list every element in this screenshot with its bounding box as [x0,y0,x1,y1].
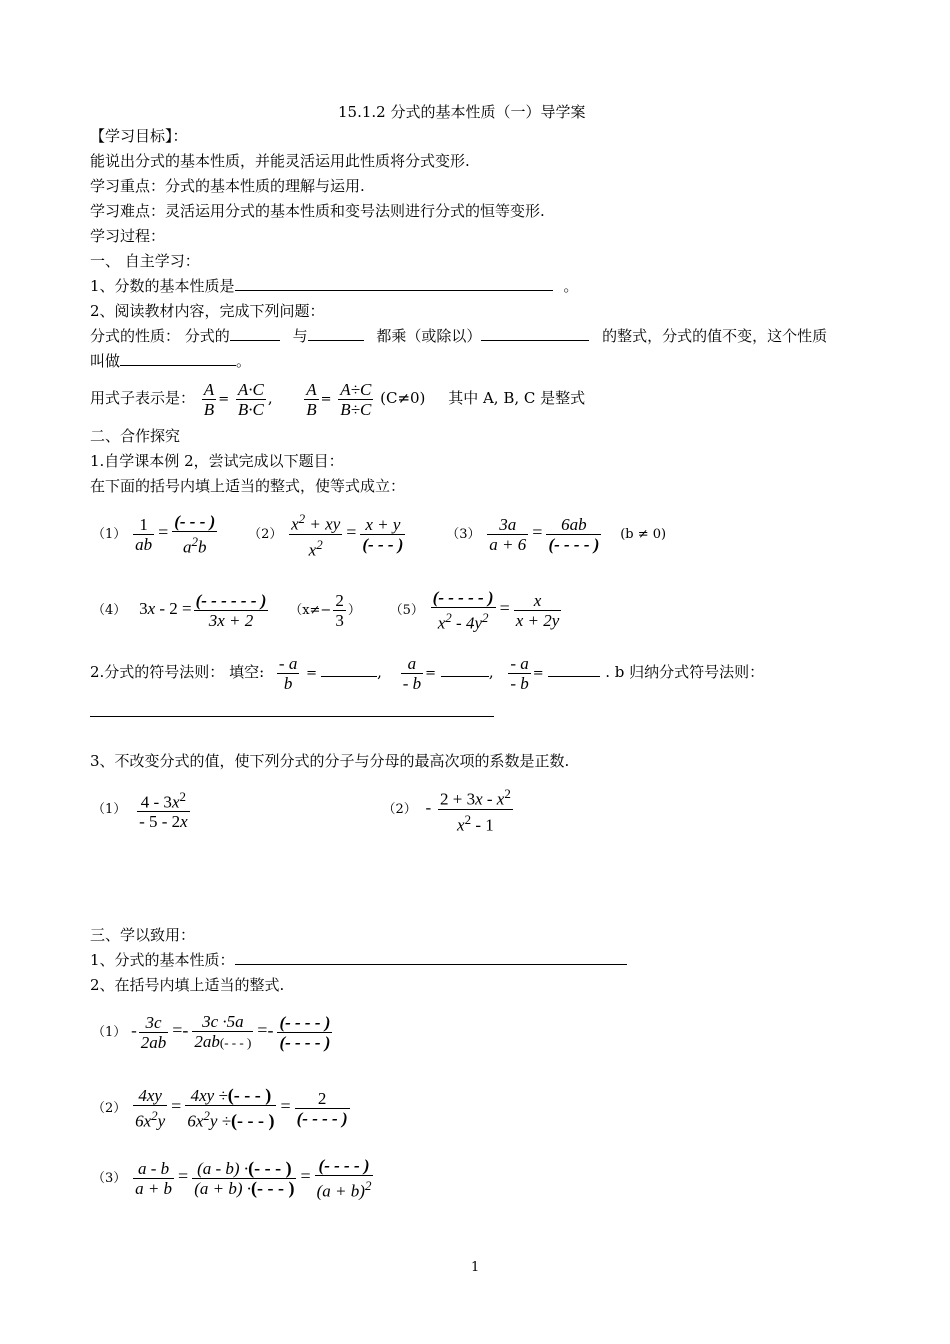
key-point: 学习重点：分式的基本性质的理解与运用. [90,177,365,195]
coop-1: 1.自学课本例 2，尝试完成以下题目： [90,452,344,470]
answer-blank[interactable]: (- - - ) [174,511,216,531]
section3-heading: 三、学以致用： [90,926,196,944]
answer-blank[interactable]: (- - - - - ) [432,587,494,607]
difficulty: 学习难点：灵活运用分式的基本性质和变号法则进行分式的恒等变形. [90,202,545,220]
answer-blank[interactable] [235,276,553,291]
answer-blank[interactable]: (- - - - ) [318,1155,370,1175]
answer-blank[interactable]: (- - - ) [248,1157,292,1178]
apply-problem-2: （2） $\frac{4xy}{6x^2y}$ = $\frac{4xy \div(- - - )}{6x^2y \div(- - - )}$ = $\frac{2}{(- - - - )}$ [92,1084,348,1131]
answer-blank[interactable] [321,662,377,677]
goals-heading: 【学习目标】： [90,127,188,145]
answer-blank[interactable] [548,662,600,677]
coop-3-problems: （1） $\frac{4 - 3x^2}{- 5 - 2x}$ （2） - $\frac{2 + 3x - x^2}{x^2 - 1}$ [92,786,511,835]
page-title: 15.1.2 分式的基本性质（一）导学案 [338,103,586,121]
answer-blank[interactable]: (- - - - ) [279,1032,331,1052]
fraction: $\frac{A}{B}$ [203,379,215,419]
answer-blank[interactable] [230,326,280,341]
page-number: 1 [471,1260,480,1275]
answer-blank[interactable]: (- - - ) [362,534,404,554]
answer-blank[interactable] [308,326,364,341]
answer-blank[interactable]: (- - - - ) [279,1012,331,1032]
problem-row-2: （4） 3x - 2 = $\frac{(- - - - - - )}{3x + 2}$ （x≠− $\frac{2}{3}$ ） （5） $\frac{(- - - - - )}{x^2 - 4y^2}$ = $\frac{x}{x + 2y}$ [92,587,560,633]
answer-blank[interactable]: (- - - - ) [548,534,600,554]
sign-rule-answer-line[interactable] [90,700,494,717]
fraction: $\frac{A}{B}$ [306,379,317,419]
apply-problem-1: （1） - $\frac{3c}{2ab}$ =- $\frac{3c \cdot 5a}{2ab(- - - )}$ =- $\frac{(- - - - )}{(- - - - )}$ [92,1012,331,1052]
sign-rule: 2.分式的符号法则： 填空: $\frac{- a}{b}$ = , $\frac{a}{- b}$ = , $\frac{- a}{- b}$ = . b 归纳分式符号法则： [90,653,765,693]
answer-blank[interactable] [441,662,489,677]
answer-blank[interactable]: (- - - - ) [296,1108,348,1128]
coop-1b: 在下面的括号内填上适当的整式，使等式成立： [90,477,406,495]
apply-2: 2、在括号内填上适当的整式. [90,976,285,994]
answer-blank[interactable] [235,950,627,965]
apply-problem-3: （3） $\frac{a - b}{a + b}$ = $\frac{(a - b) \cdot(- - - )}{(a + b) \cdot(- - - )}$ = $\frac{(- - - - )}{(a + b)^2}$ [92,1155,372,1201]
answer-blank[interactable]: (- - - - - - ) [195,590,267,610]
property-statement: 分式的性质： 分式的 与 都乘（或除以） 的整式，分式的值不变，这个性质 [90,327,828,345]
answer-blank[interactable] [481,326,589,341]
answer-blank[interactable] [120,351,236,366]
answer-blank[interactable]: (- - - ) [227,1084,272,1105]
problem-row-1: （1） $\frac{1}{ab}$ = $\frac{(- - - )}{a^2b}$ （2） $\frac{x^2 + xy}{x^2}$ = $\frac{x + y}{(- - - )}$ （3） $\frac{3a}{a + 6}$ = $\frac{6ab}{(- - - - )}$ (b ≠ 0) [92,510,667,560]
process-heading: 学习过程： [90,227,166,245]
answer-blank[interactable]: (- - - ) [251,1177,295,1198]
question-2: 2、阅读教材内容，完成下列问题： [90,302,325,320]
section2-heading: 二、合作探究 [90,427,181,445]
coop-3: 3、不改变分式的值，使下列分式的分子与分母的最高次项的系数是正数. [90,752,570,770]
fraction: $\frac{A\cdot C}{B\cdot C}$ [237,379,264,419]
property-statement-2: 叫做 。 [90,352,252,370]
apply-1: 1、分式的基本性质： [90,950,627,970]
answer-blank[interactable]: (- - - ) [219,1035,252,1050]
fraction: $\frac{A\div C}{B\div C}$ [340,379,372,419]
question-1: 1、分数的基本性质是 。 [90,277,579,295]
section1-heading: 一、 自主学习： [90,252,200,270]
formula-row: 用式子表示是： $\frac{A}{B}$ = $\frac{A\cdot C}{B\cdot C}$ , $\frac{A}{B}$ = $\frac{A\div C}{B\div C}$ (C≠0) 其中 A, B, C 是整式 [90,379,586,419]
goal-text: 能说出分式的基本性质，并能灵活运用此性质将分式变形. [90,152,470,170]
answer-blank[interactable]: (- - - ) [231,1110,275,1131]
